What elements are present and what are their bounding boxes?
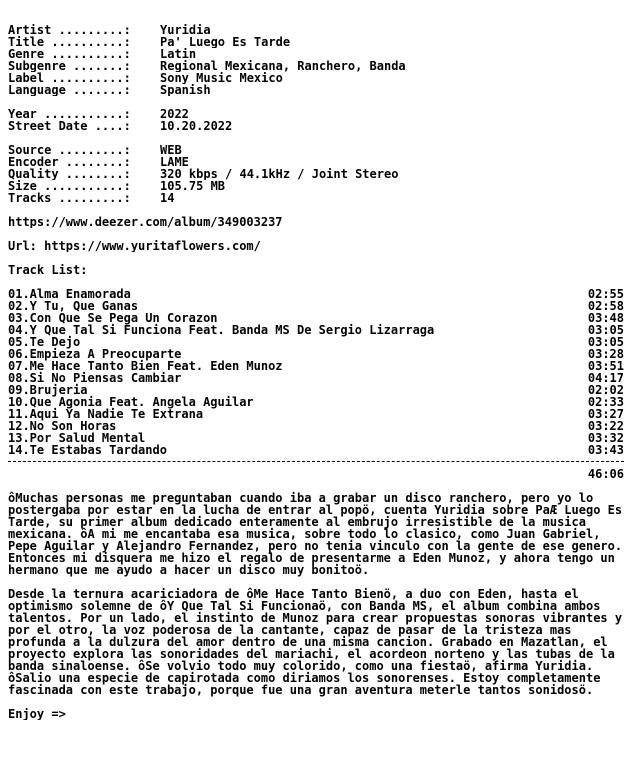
- meta-value: 14: [160, 192, 175, 204]
- spacer: [8, 204, 624, 216]
- meta-key: Year ...........:: [8, 108, 131, 120]
- meta-street-date: [8, 120, 624, 132]
- track-time: 02:33: [587, 395, 624, 409]
- meta-language: [8, 84, 624, 96]
- track-title: 03.Con Que Se Pega Un Corazon: [8, 311, 218, 325]
- meta-source: [8, 144, 624, 156]
- meta-genre: [8, 48, 624, 60]
- meta-key: Size ...........:: [8, 180, 131, 192]
- meta-value: WEB: [160, 144, 182, 156]
- meta-title: [8, 36, 624, 48]
- meta-size: [8, 180, 624, 192]
- track-title: 05.Te Dejo: [8, 335, 81, 349]
- meta-value: Latin: [160, 48, 197, 60]
- tech-block: [8, 144, 624, 204]
- track-time: 03:48: [587, 311, 624, 325]
- spacer: [8, 696, 624, 708]
- meta-quality: [8, 168, 624, 180]
- meta-value: LAME: [160, 156, 189, 168]
- enjoy-text: Enjoy =>: [8, 708, 66, 720]
- track-row: [8, 444, 624, 456]
- track-title: 09.Brujeria: [8, 383, 88, 397]
- spacer: [8, 132, 624, 144]
- tracklist-heading: Track List:: [8, 264, 88, 276]
- meta-key: Source .........:: [8, 144, 131, 156]
- meta-label: [8, 72, 624, 84]
- meta-block: [8, 24, 624, 96]
- meta-value: Pa' Luego Es Tarde: [160, 36, 291, 48]
- track-title: 06.Empieza A Preocuparte: [8, 347, 182, 361]
- meta-value: Spanish: [160, 84, 211, 96]
- meta-value: Sony Music Mexico: [160, 72, 283, 84]
- meta-value: 2022: [160, 108, 189, 120]
- track-title: 08.Si No Piensas Cambiar: [8, 371, 182, 385]
- meta-key: Street Date ....:: [8, 120, 131, 132]
- meta-value: Yuridia: [160, 24, 211, 36]
- track-time: 03:22: [587, 419, 624, 433]
- meta-key: Tracks .........:: [8, 192, 131, 204]
- release-info-document: [8, 24, 630, 720]
- track-time: 03:05: [587, 323, 624, 337]
- spacer: [8, 228, 624, 240]
- deezer-link[interactable]: https://www.deezer.com/album/349003237: [8, 216, 283, 228]
- track-time: 03:05: [587, 335, 624, 349]
- track-title: 14.Te Estabas Tardando: [8, 443, 167, 457]
- track-title: 10.Que Agonia Feat. Angela Aguilar: [8, 395, 254, 409]
- dates-block: [8, 108, 624, 132]
- meta-key: Label ..........:: [8, 72, 131, 84]
- track-title: 04.Y Que Tal Si Funciona Feat. Banda MS De Sergio Lizarraga: [8, 323, 435, 337]
- meta-key: Language .......:: [8, 84, 131, 96]
- track-time: 03:51: [587, 359, 624, 373]
- track-time: 02:55: [587, 287, 624, 301]
- track-time: 03:43: [587, 443, 624, 457]
- meta-subgenre: [8, 60, 624, 72]
- description-paragraph-2: Desde la ternura acariciadora de ôMe Hace Tanto Bienö, a duo con Eden, hasta el optimismo solemne de ôY Que Tal Si Funcionaö, con Banda MS, el album combina ambos talentos. Por un lado, el instinto de Munoz para crear propuestas sonoras vibrantes y por el otro, la voz poderosa de la cantante, capaz de pasar de la tristeza mas profunda a la dulzura del amor dentro de una misma cancion. Grabado en Mazatlan, el proyecto explora las sonoridades del mariachi, el acordeon norteno y las tubas de la banda sinaloense. ôSe volvio todo muy colorido, como una fiestaö, afirma Yuridia. ôSalio una especie de capirotada como diriamos los sonorenses. Estoy completamente fascinada con este trabajo, porque fue una gran aventura meterle tantos sonidosö.: [8, 587, 630, 697]
- website-link[interactable]: Url: https://www.yuritaflowers.com/: [8, 240, 261, 252]
- meta-value: Regional Mexicana, Ranchero, Banda: [160, 60, 406, 72]
- meta-value: 105.75 MB: [160, 180, 226, 192]
- track-time: 02:58: [587, 299, 624, 313]
- meta-key: Title ..........:: [8, 36, 131, 48]
- meta-key: Subgenre .......:: [8, 60, 131, 72]
- meta-year: [8, 108, 624, 120]
- track-time: 03:27: [587, 407, 624, 421]
- meta-encoder: [8, 156, 624, 168]
- description-paragraph-1: ôMuchas personas me preguntaban cuando iba a grabar un disco ranchero, pero yo lo postergaba por estar en la lucha de entrar al popö, cuenta Yuridia sobre PaÆ Luego Es Tarde, su primer album dedicado enteramente al embrujo irresistible de la musica mexicana. ôA mi me encantaba esa musica, sobre todo lo clasico, como Juan Gabriel, Pepe Aguilar y Alejandro Fernandez, pero no tenia vinculo con la gente de ese genero. Entonces mi disquera me hizo el regalo de presentarme a Eden Munoz, y ahora tengo un hermano que me ayudo a hacer un disco muy bonitoö.: [8, 491, 630, 577]
- track-title: 02.Y Tu, Que Ganas: [8, 299, 139, 313]
- track-time: 03:32: [587, 431, 624, 445]
- spacer: [8, 252, 624, 264]
- total-time: 46:06: [587, 467, 624, 481]
- track-list: [8, 288, 624, 456]
- track-row: [8, 324, 624, 336]
- meta-value: 320 kbps / 44.1kHz / Joint Stereo: [160, 168, 399, 180]
- track-row: [8, 372, 624, 384]
- track-time: 02:02: [587, 383, 624, 397]
- track-time: 03:28: [587, 347, 624, 361]
- meta-key: Encoder ........:: [8, 156, 131, 168]
- meta-artist: [8, 24, 624, 36]
- meta-tracks: [8, 192, 624, 204]
- meta-key: Artist .........:: [8, 24, 131, 36]
- track-title: 12.No Son Horas: [8, 419, 117, 433]
- track-title: 07.Me Hace Tanto Bien Feat. Eden Munoz: [8, 359, 283, 373]
- spacer: [8, 96, 624, 108]
- meta-value: 10.20.2022: [160, 120, 233, 132]
- track-title: 11.Aqui Ya Nadie Te Extrana: [8, 407, 204, 421]
- meta-key: Quality ........:: [8, 168, 131, 180]
- track-title: 13.Por Salud Mental: [8, 431, 146, 445]
- track-title: 01.Alma Enamorada: [8, 287, 131, 301]
- divider: [8, 461, 624, 462]
- track-time: 04:17: [587, 371, 624, 385]
- meta-key: Genre ..........:: [8, 48, 131, 60]
